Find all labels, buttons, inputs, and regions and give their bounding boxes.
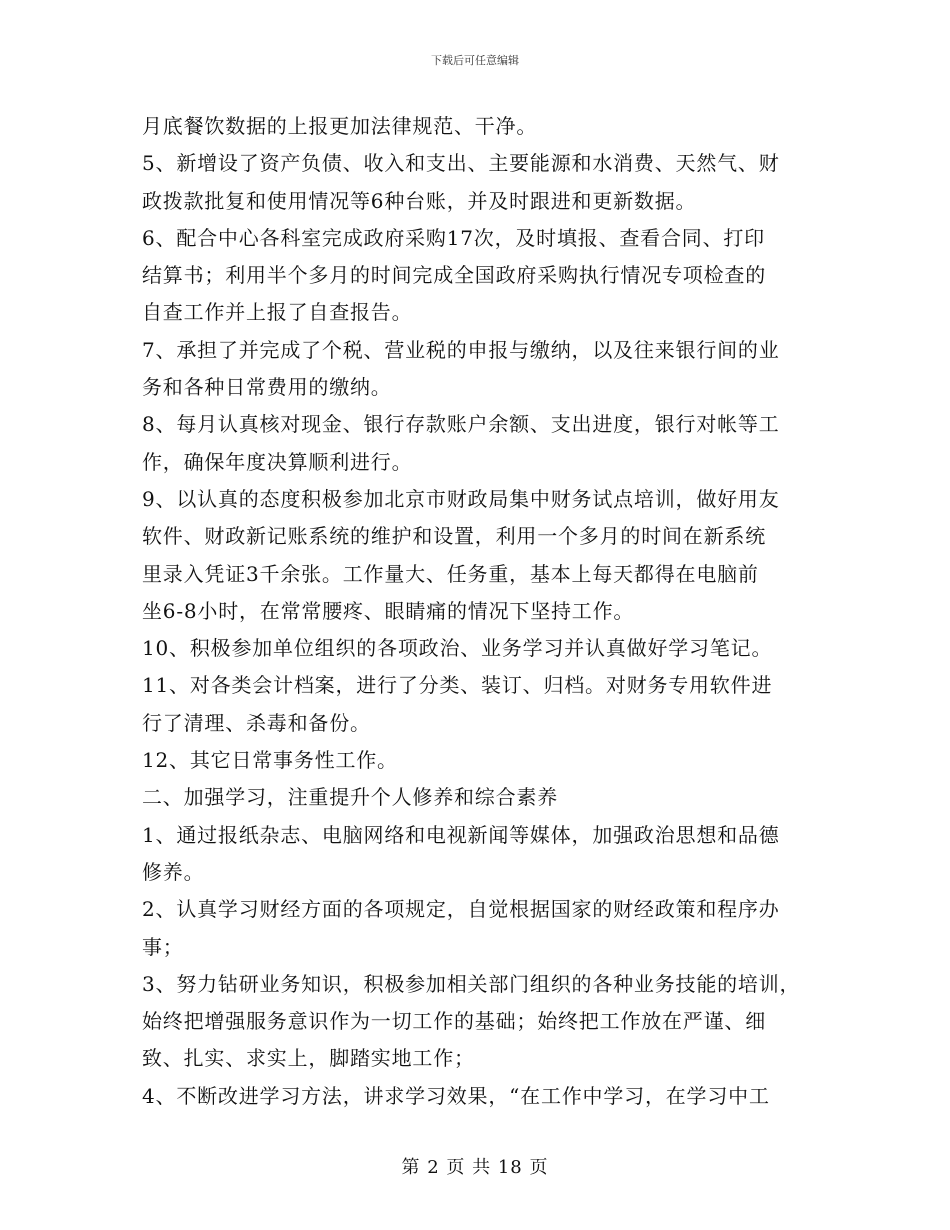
text-line: 5、新增设了资产负债、收入和支出、主要能源和水消费、天然气、财 [142, 151, 780, 176]
text-line: 结算书；利用半个多月的时间完成全国政府采购执行情况专项检查的 [142, 263, 766, 288]
text-line: 自查工作并上报了自查报告。 [142, 300, 413, 325]
text-line: 致、扎实、求实上，脚踏实地工作； [142, 1046, 475, 1071]
text-line: 3、努力钻研业务知识，积极参加相关部门组织的各种业务技能的培训， [142, 971, 801, 996]
text-line: 行了清理、杀毒和备份。 [142, 710, 371, 735]
text-line: 8、每月认真核对现金、银行存款账户余额、支出进度，银行对帐等工 [142, 412, 780, 437]
text-line: 2、认真学习财经方面的各项规定，自觉根据国家的财经政策和程序办 [142, 897, 780, 922]
document-body [142, 108, 822, 1115]
text-line: 11、对各类会计档案，进行了分类、装订、归档。对财务专用软件进 [142, 673, 773, 698]
text-line: 作，确保年度决算顺利进行。 [142, 449, 413, 474]
text-line: 事； [142, 934, 184, 959]
text-line: 4、不断改进学习方法，讲求学习效果，“在工作中学习，在学习中工 [142, 1083, 770, 1108]
text-line: 始终把增强服务意识作为一切工作的基础；始终把工作放在严谨、细 [142, 1009, 766, 1034]
text-line: 里录入凭证3千余张。工作量大、任务重，基本上每天都得在电脑前 [142, 561, 759, 586]
text-line: 12、其它日常事务性工作。 [142, 748, 398, 773]
text-line: 6、配合中心各科室完成政府采购17次，及时填报、查看合同、打印 [142, 225, 765, 250]
text-line: 软件、财政新记账系统的维护和设置，利用一个多月的时间在新系统 [142, 524, 766, 549]
text-line: 7、承担了并完成了个税、营业税的申报与缴纳，以及往来银行间的业 [142, 337, 780, 362]
section-heading: 二、加强学习，注重提升个人修养和综合素养 [142, 785, 558, 810]
text-line: 务和各种日常费用的缴纳。 [142, 375, 392, 400]
text-line: 9、以认真的态度积极参加北京市财政局集中财务试点培训，做好用友 [142, 486, 780, 511]
text-line: 月底餐饮数据的上报更加法律规范、干净。 [142, 114, 538, 138]
text-line: 坐6-8小时，在常常腰疼、眼睛痛的情况下坚持工作。 [142, 598, 635, 623]
text-line: 1、通过报纸杂志、电脑网络和电视新闻等媒体，加强政治思想和品德 [142, 822, 780, 847]
text-line: 10、积极参加单位组织的各项政治、业务学习并认真做好学习笔记。 [142, 636, 773, 661]
text-line: 政拨款批复和使用情况等6种台账，并及时跟进和更新数据。 [142, 188, 697, 213]
text-line: 修养。 [142, 859, 205, 884]
header-note: 下载后可任意编辑 [431, 54, 519, 67]
page-number: 第 2 页 共 18 页 [401, 1157, 549, 1178]
